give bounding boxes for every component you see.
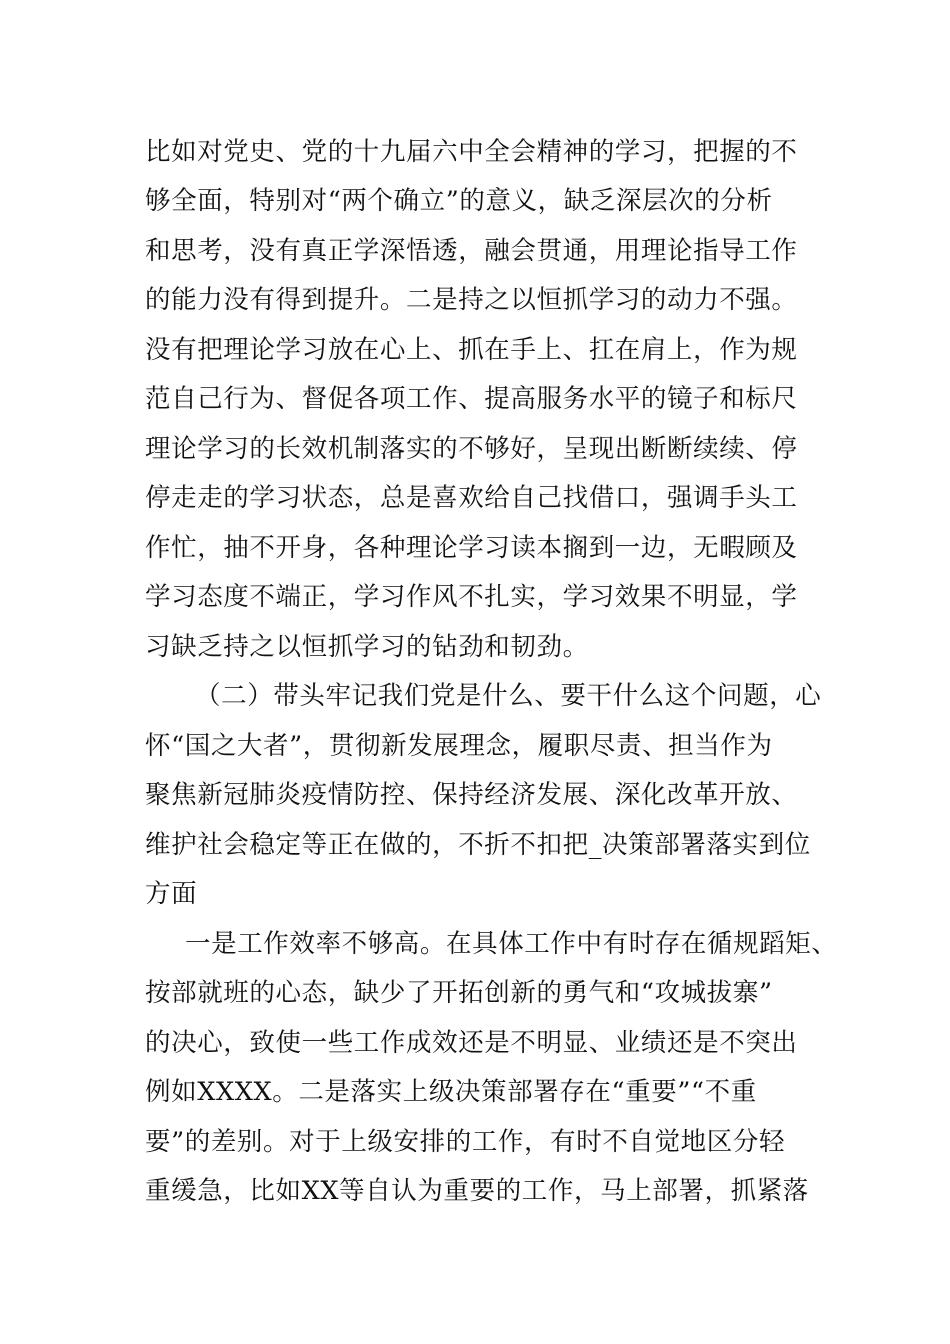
text-line: 没有把理论学习放在心上、抓在手上、扛在肩上，作为规 [145,335,798,365]
text-line: 维护社会稳定等正在做的，不折不扣把_决策部署落实到位 [145,830,811,860]
text-line: 方面 [145,879,198,909]
text-line: 习缺乏持之以恒抓学习的钻劲和韧劲。 [145,632,589,662]
text-line: 比如对党史、党的十九届六中全会精神的学习，把握的不 [145,137,798,167]
text-line: 的决心，致使一些工作成效还是不明显、业绩还是不突出 [145,1028,798,1058]
paragraph-start-line: 一是工作效率不够高。在具体工作中有时存在循规蹈矩、 [185,929,838,959]
text-line: 作忙，抽不开身，各种理论学习读本搁到一边，无暇顾及 [145,533,798,563]
text-line: 要”的差别。对于上级安排的工作，有时不自觉地区分轻 [145,1127,786,1157]
text-line: 的能力没有得到提升。二是持之以恒抓学习的动力不强。 [145,285,798,315]
text-line: 怀“国之大者”，贯彻新发展理念，履职尽责、担当作为 [145,731,773,761]
text-line: 够全面，特别对“两个确立”的意义，缺乏深层次的分析 [145,186,773,216]
text-line: 和思考，没有真正学深悟透，融会贯通，用理论指导工作 [145,236,798,266]
text-line: 理论学习的长效机制落实的不够好，呈现出断断续续、停 [145,434,798,464]
text-line: 停走走的学习状态，总是喜欢给自己找借口，强调手头工 [145,483,798,513]
text-line: 例如XXXX。二是落实上级决策部署存在“重要”“不重 [145,1077,757,1107]
text-line: 学习态度不端正，学习作风不扎实，学习效果不明显，学 [145,582,798,612]
text-line: 重缓急，比如XX等自认为重要的工作，马上部署，抓紧落 [145,1176,809,1206]
text-line: 按部就班的心态，缺少了开拓创新的勇气和“攻城拔寨” [145,978,773,1008]
text-line: 范自己行为、督促各项工作、提高服务水平的镜子和标尺 [145,384,798,414]
text-line: 聚焦新冠肺炎疫情防控、保持经济发展、深化改革开放、 [145,780,798,810]
section-heading-line: （二）带头牢记我们党是什么、要干什么这个问题，心 [195,681,822,711]
